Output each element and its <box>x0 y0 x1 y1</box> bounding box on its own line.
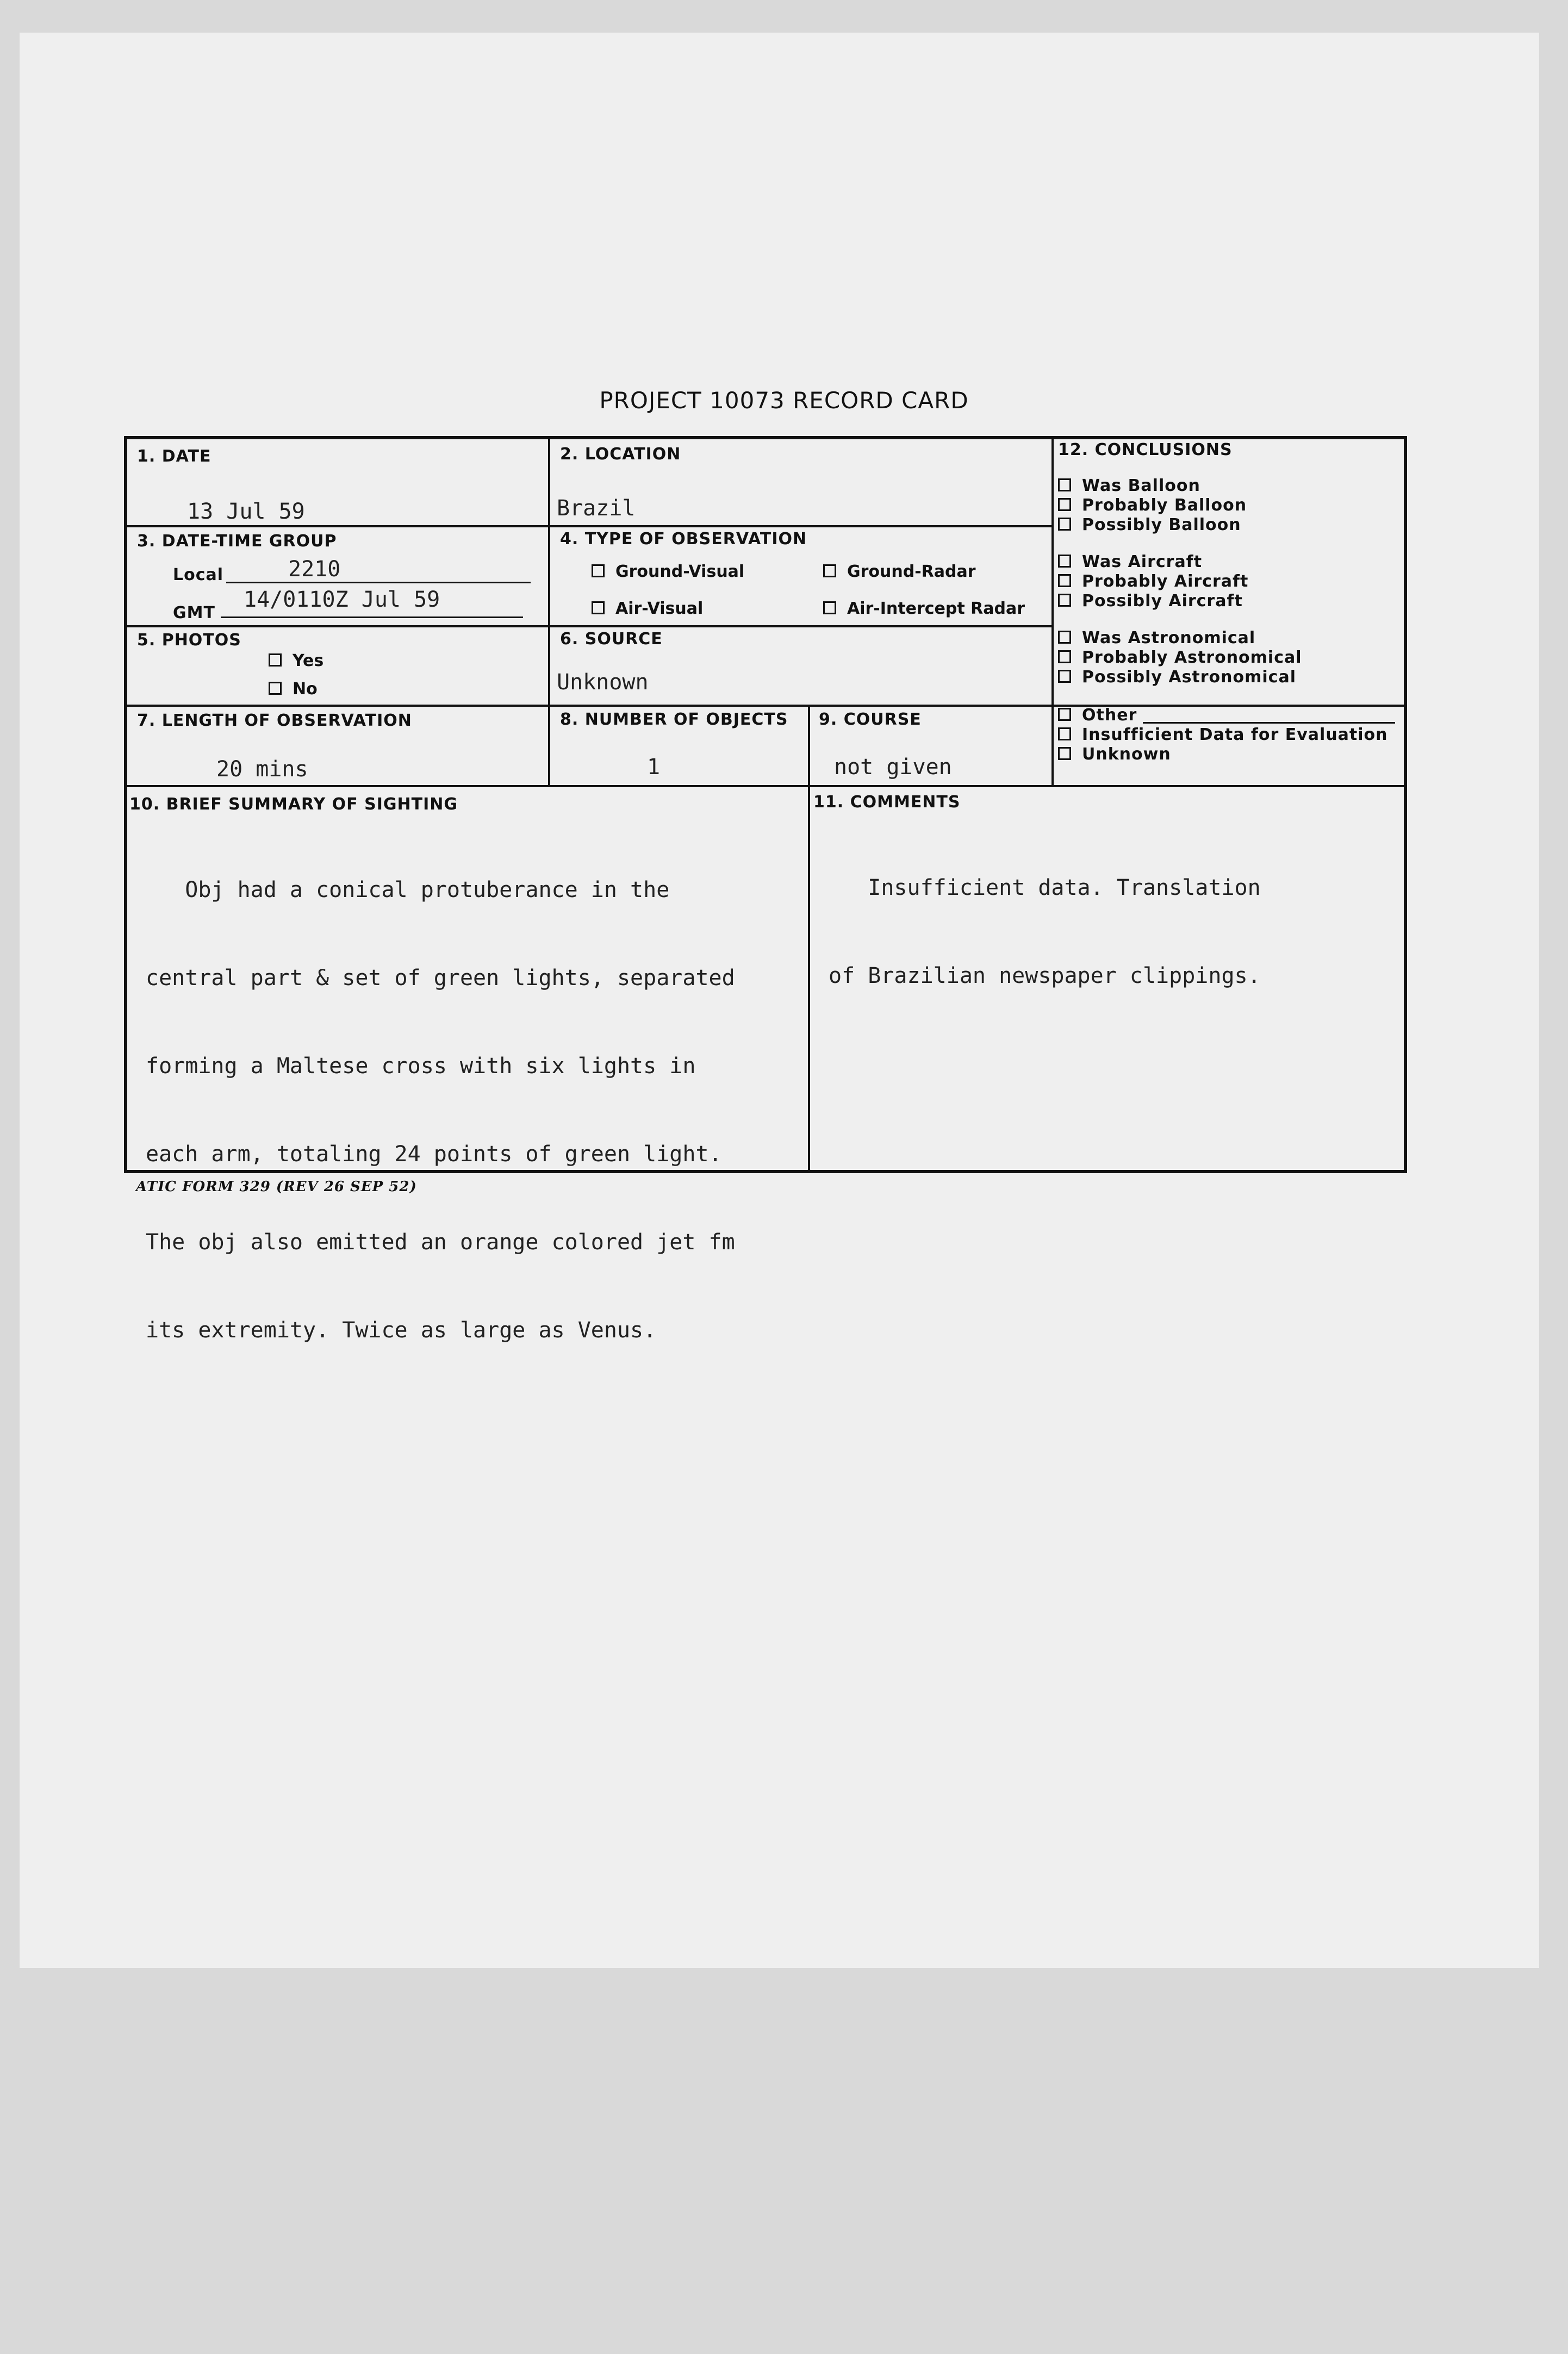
local-time-value: 2210 <box>288 557 341 582</box>
card-title: PROJECT 10073 RECORD CARD <box>599 387 969 414</box>
gmt-label: GMT <box>173 603 215 622</box>
comments-line: of Brazilian newspaper clippings. <box>829 963 1261 988</box>
location-value: Brazil <box>557 496 636 521</box>
checkbox-icon <box>592 601 605 614</box>
summary-text <box>146 817 735 1404</box>
summary-line: its extremity. Twice as large as Venus. <box>146 1318 657 1343</box>
type-label: 4. TYPE OF OBSERVATION <box>560 530 807 549</box>
objects-label: 8. NUMBER OF OBJECTS <box>560 710 788 729</box>
ground-radar-option[interactable]: Ground-Radar <box>823 562 976 581</box>
checkbox-icon <box>823 601 836 614</box>
checkbox-icon <box>269 653 282 667</box>
conclusion-was-astronomical[interactable]: Was Astronomical <box>1058 628 1255 647</box>
dtg-label: 3. DATE-TIME GROUP <box>137 532 337 551</box>
comments-text <box>829 814 1261 1049</box>
checkbox-icon <box>1058 518 1071 531</box>
summary-line: Obj had a conical protuberance in the <box>146 877 670 902</box>
summary-label: 10. BRIEF SUMMARY OF SIGHTING <box>129 795 458 814</box>
air-intercept-radar-option[interactable]: Air-Intercept Radar <box>823 599 1025 618</box>
conclusion-was-aircraft[interactable]: Was Aircraft <box>1058 552 1202 571</box>
conclusion-probably-astronomical[interactable]: Probably Astronomical <box>1058 648 1302 667</box>
checkbox-icon <box>1058 594 1071 607</box>
checkbox-icon <box>1058 555 1071 568</box>
course-value: not given <box>834 755 952 780</box>
checkbox-icon <box>1058 670 1071 683</box>
gmt-value: 14/0110Z Jul 59 <box>244 587 440 612</box>
objects-value: 1 <box>647 755 661 780</box>
location-label: 2. LOCATION <box>560 445 681 464</box>
checkbox-icon <box>1058 727 1071 740</box>
checkbox-icon <box>1058 574 1071 587</box>
conclusion-possibly-aircraft[interactable]: Possibly Aircraft <box>1058 591 1243 611</box>
date-label: 1. DATE <box>137 447 211 466</box>
ground-visual-option[interactable]: Ground-Visual <box>592 562 744 581</box>
conclusion-possibly-balloon[interactable]: Possibly Balloon <box>1058 515 1241 534</box>
checkbox-icon <box>1058 747 1071 760</box>
checkbox-icon <box>269 682 282 695</box>
photos-no-option[interactable]: No <box>269 680 318 699</box>
comments-line: Insufficient data. Translation <box>829 875 1261 900</box>
checkbox-icon <box>1058 631 1071 644</box>
checkbox-icon <box>1058 708 1071 721</box>
conclusion-probably-balloon[interactable]: Probably Balloon <box>1058 496 1247 515</box>
checkbox-icon <box>592 564 605 577</box>
conclusions-label: 12. CONCLUSIONS <box>1058 440 1233 459</box>
conclusion-insufficient-data[interactable]: Insufficient Data for Evaluation <box>1058 725 1388 744</box>
conclusion-was-balloon[interactable]: Was Balloon <box>1058 476 1200 495</box>
conclusion-unknown[interactable]: Unknown <box>1058 745 1171 764</box>
checkbox-icon <box>1058 478 1071 491</box>
form-identifier: ATIC FORM 329 (REV 26 SEP 52) <box>136 1179 417 1195</box>
date-value: 13 Jul 59 <box>187 499 305 524</box>
photos-label: 5. PHOTOS <box>137 631 241 650</box>
conclusion-other[interactable]: Other <box>1058 706 1137 725</box>
source-value: Unknown <box>557 670 649 695</box>
summary-line: each arm, totaling 24 points of green light. <box>146 1142 722 1167</box>
conclusion-probably-aircraft[interactable]: Probably Aircraft <box>1058 572 1248 591</box>
summary-line: central part & set of green lights, separated <box>146 966 735 991</box>
summary-line: forming a Maltese cross with six lights in <box>146 1054 696 1079</box>
local-label: Local <box>173 565 224 584</box>
conclusion-possibly-astronomical[interactable]: Possibly Astronomical <box>1058 668 1296 687</box>
course-label: 9. COURSE <box>819 710 922 729</box>
summary-line: The obj also emitted an orange colored jet fm <box>146 1230 735 1255</box>
air-visual-option[interactable]: Air-Visual <box>592 599 703 618</box>
checkbox-icon <box>823 564 836 577</box>
checkbox-icon <box>1058 650 1071 663</box>
source-label: 6. SOURCE <box>560 630 663 649</box>
photos-yes-option[interactable]: Yes <box>269 651 323 670</box>
comments-label: 11. COMMENTS <box>813 793 961 812</box>
length-label: 7. LENGTH OF OBSERVATION <box>137 711 412 730</box>
length-value: 20 mins <box>216 757 308 782</box>
checkbox-icon <box>1058 498 1071 511</box>
